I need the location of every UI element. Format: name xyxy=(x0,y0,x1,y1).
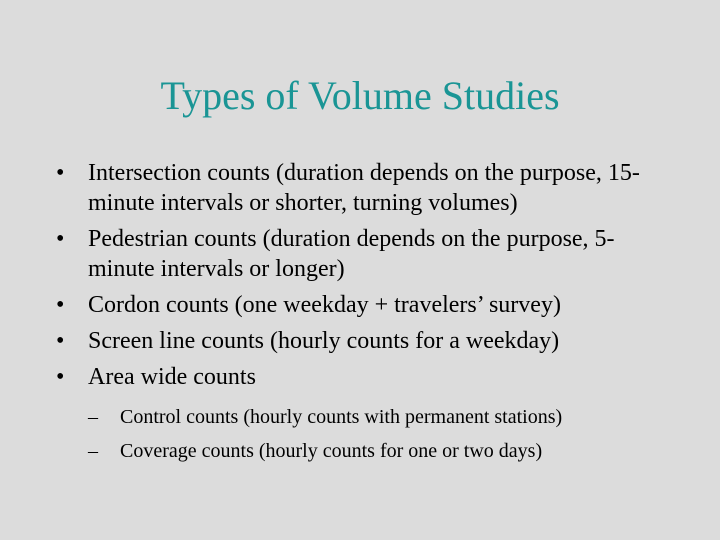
bullet-marker: • xyxy=(56,328,65,354)
slide-title: Types of Volume Studies xyxy=(160,73,560,118)
sub-bullet-marker: – xyxy=(88,440,98,462)
bullet-marker: • xyxy=(56,364,65,390)
slide-body xyxy=(50,158,670,472)
bullet-marker: • xyxy=(56,292,65,318)
sub-bullet-text: Coverage counts (hourly counts for one or two days) xyxy=(120,440,543,462)
sub-bullet-marker: – xyxy=(88,406,98,428)
bullet-item-screen-line-counts xyxy=(50,326,670,356)
bullet-text: Pedestrian counts (duration depends on the purpose, 5-minute intervals or longer) xyxy=(88,226,615,282)
bullet-list xyxy=(50,158,670,464)
bullet-text: Screen line counts (hourly counts for a weekday) xyxy=(88,328,560,354)
bullet-item-cordon-counts xyxy=(50,290,670,320)
bullet-text: Intersection counts (duration depends on the purpose, 15-minute intervals or shorter, turning volumes) xyxy=(88,160,640,216)
bullet-marker: • xyxy=(56,226,65,252)
bullet-marker: • xyxy=(56,160,65,186)
sub-bullet-item-coverage-counts xyxy=(88,438,670,464)
bullet-item-pedestrian-counts xyxy=(50,224,670,284)
bullet-item-intersection-counts xyxy=(50,158,670,218)
bullet-item-area-wide-counts xyxy=(50,362,670,464)
bullet-text: Cordon counts (one weekday + travelers’ survey) xyxy=(88,292,561,318)
sub-bullet-text: Control counts (hourly counts with permanent stations) xyxy=(120,406,563,428)
sub-bullet-item-control-counts xyxy=(88,404,670,430)
bullet-text: Area wide counts xyxy=(88,364,256,390)
sub-bullet-list xyxy=(88,404,670,464)
